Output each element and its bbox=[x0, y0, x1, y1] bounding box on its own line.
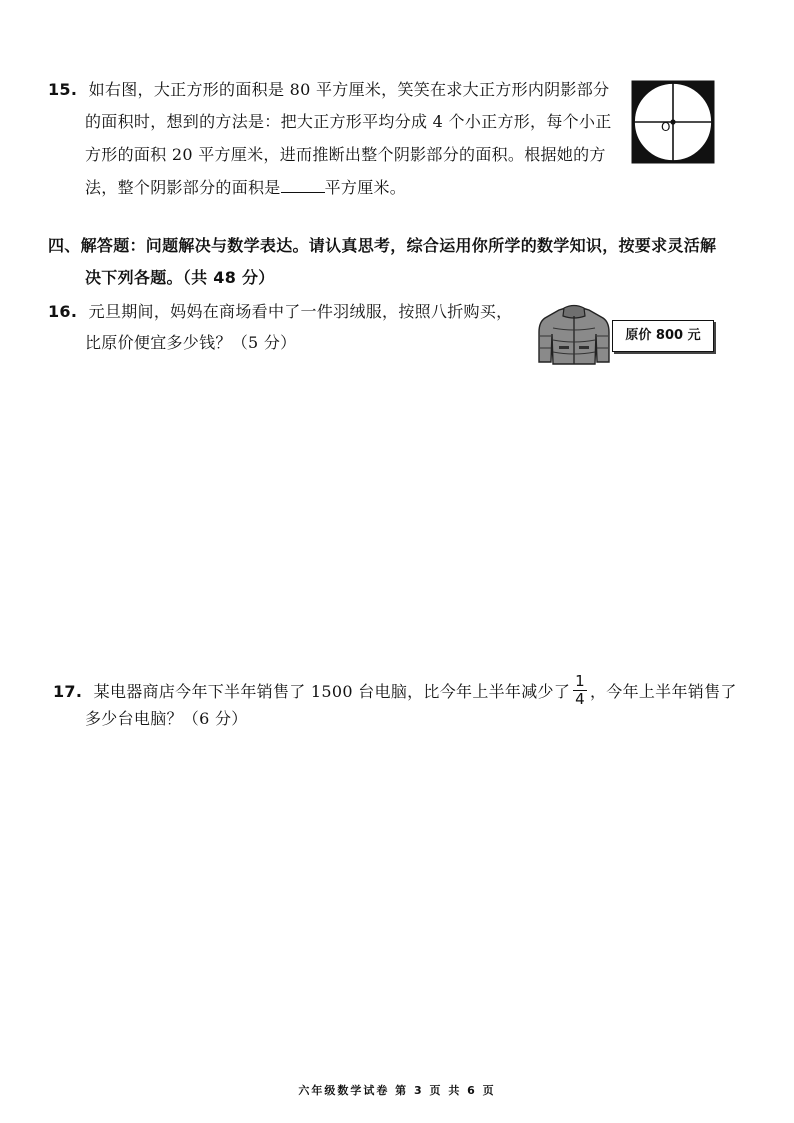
question-17-text-1b: ，今年上半年销售了 bbox=[589, 682, 737, 701]
question-17-line-1 bbox=[53, 672, 737, 710]
question-15-text-4b: 平方厘米。 bbox=[324, 178, 407, 197]
question-17-line-2: 多少台电脑？（6 分） bbox=[85, 709, 248, 728]
question-16-text-1: 元旦期间，妈妈在商场看中了一件羽绒服，按照八折购买， bbox=[88, 302, 513, 321]
fraction-numerator: 1 bbox=[575, 672, 585, 690]
question-15-line-1 bbox=[48, 80, 609, 100]
down-jacket-icon bbox=[537, 304, 611, 366]
question-15-text-4a: 法，整个阴影部分的面积是 bbox=[85, 178, 281, 197]
price-tag: 原价 800 元 bbox=[612, 320, 714, 352]
question-15-line-3: 方形的面积 20 平方厘米，进而推断出整个阴影部分的面积。根据她的方 bbox=[85, 145, 606, 164]
answer-blank[interactable] bbox=[281, 178, 325, 193]
question-16-line-2: 比原价便宜多少钱？（5 分） bbox=[85, 333, 297, 352]
fraction-denominator: 4 bbox=[575, 690, 585, 708]
page-footer: 六年级数学试卷 第 3 页 共 6 页 bbox=[298, 1084, 496, 1097]
question-16-line-1 bbox=[48, 302, 512, 322]
center-label: O bbox=[661, 120, 671, 134]
fraction-one-quarter bbox=[573, 673, 587, 708]
question-15-line-2: 的面积时，想到的方法是：把大正方形平均分成 4 个小正方形，每个小正 bbox=[85, 112, 612, 131]
question-15-number: 15. bbox=[48, 80, 78, 99]
section-4-title-line-1: 四、解答题：问题解决与数学表达。请认真思考，综合运用你所学的数学知识，按要求灵活解 bbox=[48, 236, 717, 255]
center-point bbox=[670, 119, 675, 124]
question-16-number: 16. bbox=[48, 302, 78, 321]
question-17-number: 17. bbox=[53, 682, 83, 701]
question-15-text-1: 如右图，大正方形的面积是 80 平方厘米，笑笑在求大正方形内阴影部分 bbox=[88, 80, 610, 99]
question-15-line-4 bbox=[85, 178, 406, 198]
section-4-title-line-2: 决下列各题。（共 48 分） bbox=[85, 268, 275, 287]
square-circle-figure bbox=[630, 79, 716, 165]
question-17-text-1a: 某电器商店今年下半年销售了 1500 台电脑，比今年上半年减少了 bbox=[93, 682, 571, 701]
